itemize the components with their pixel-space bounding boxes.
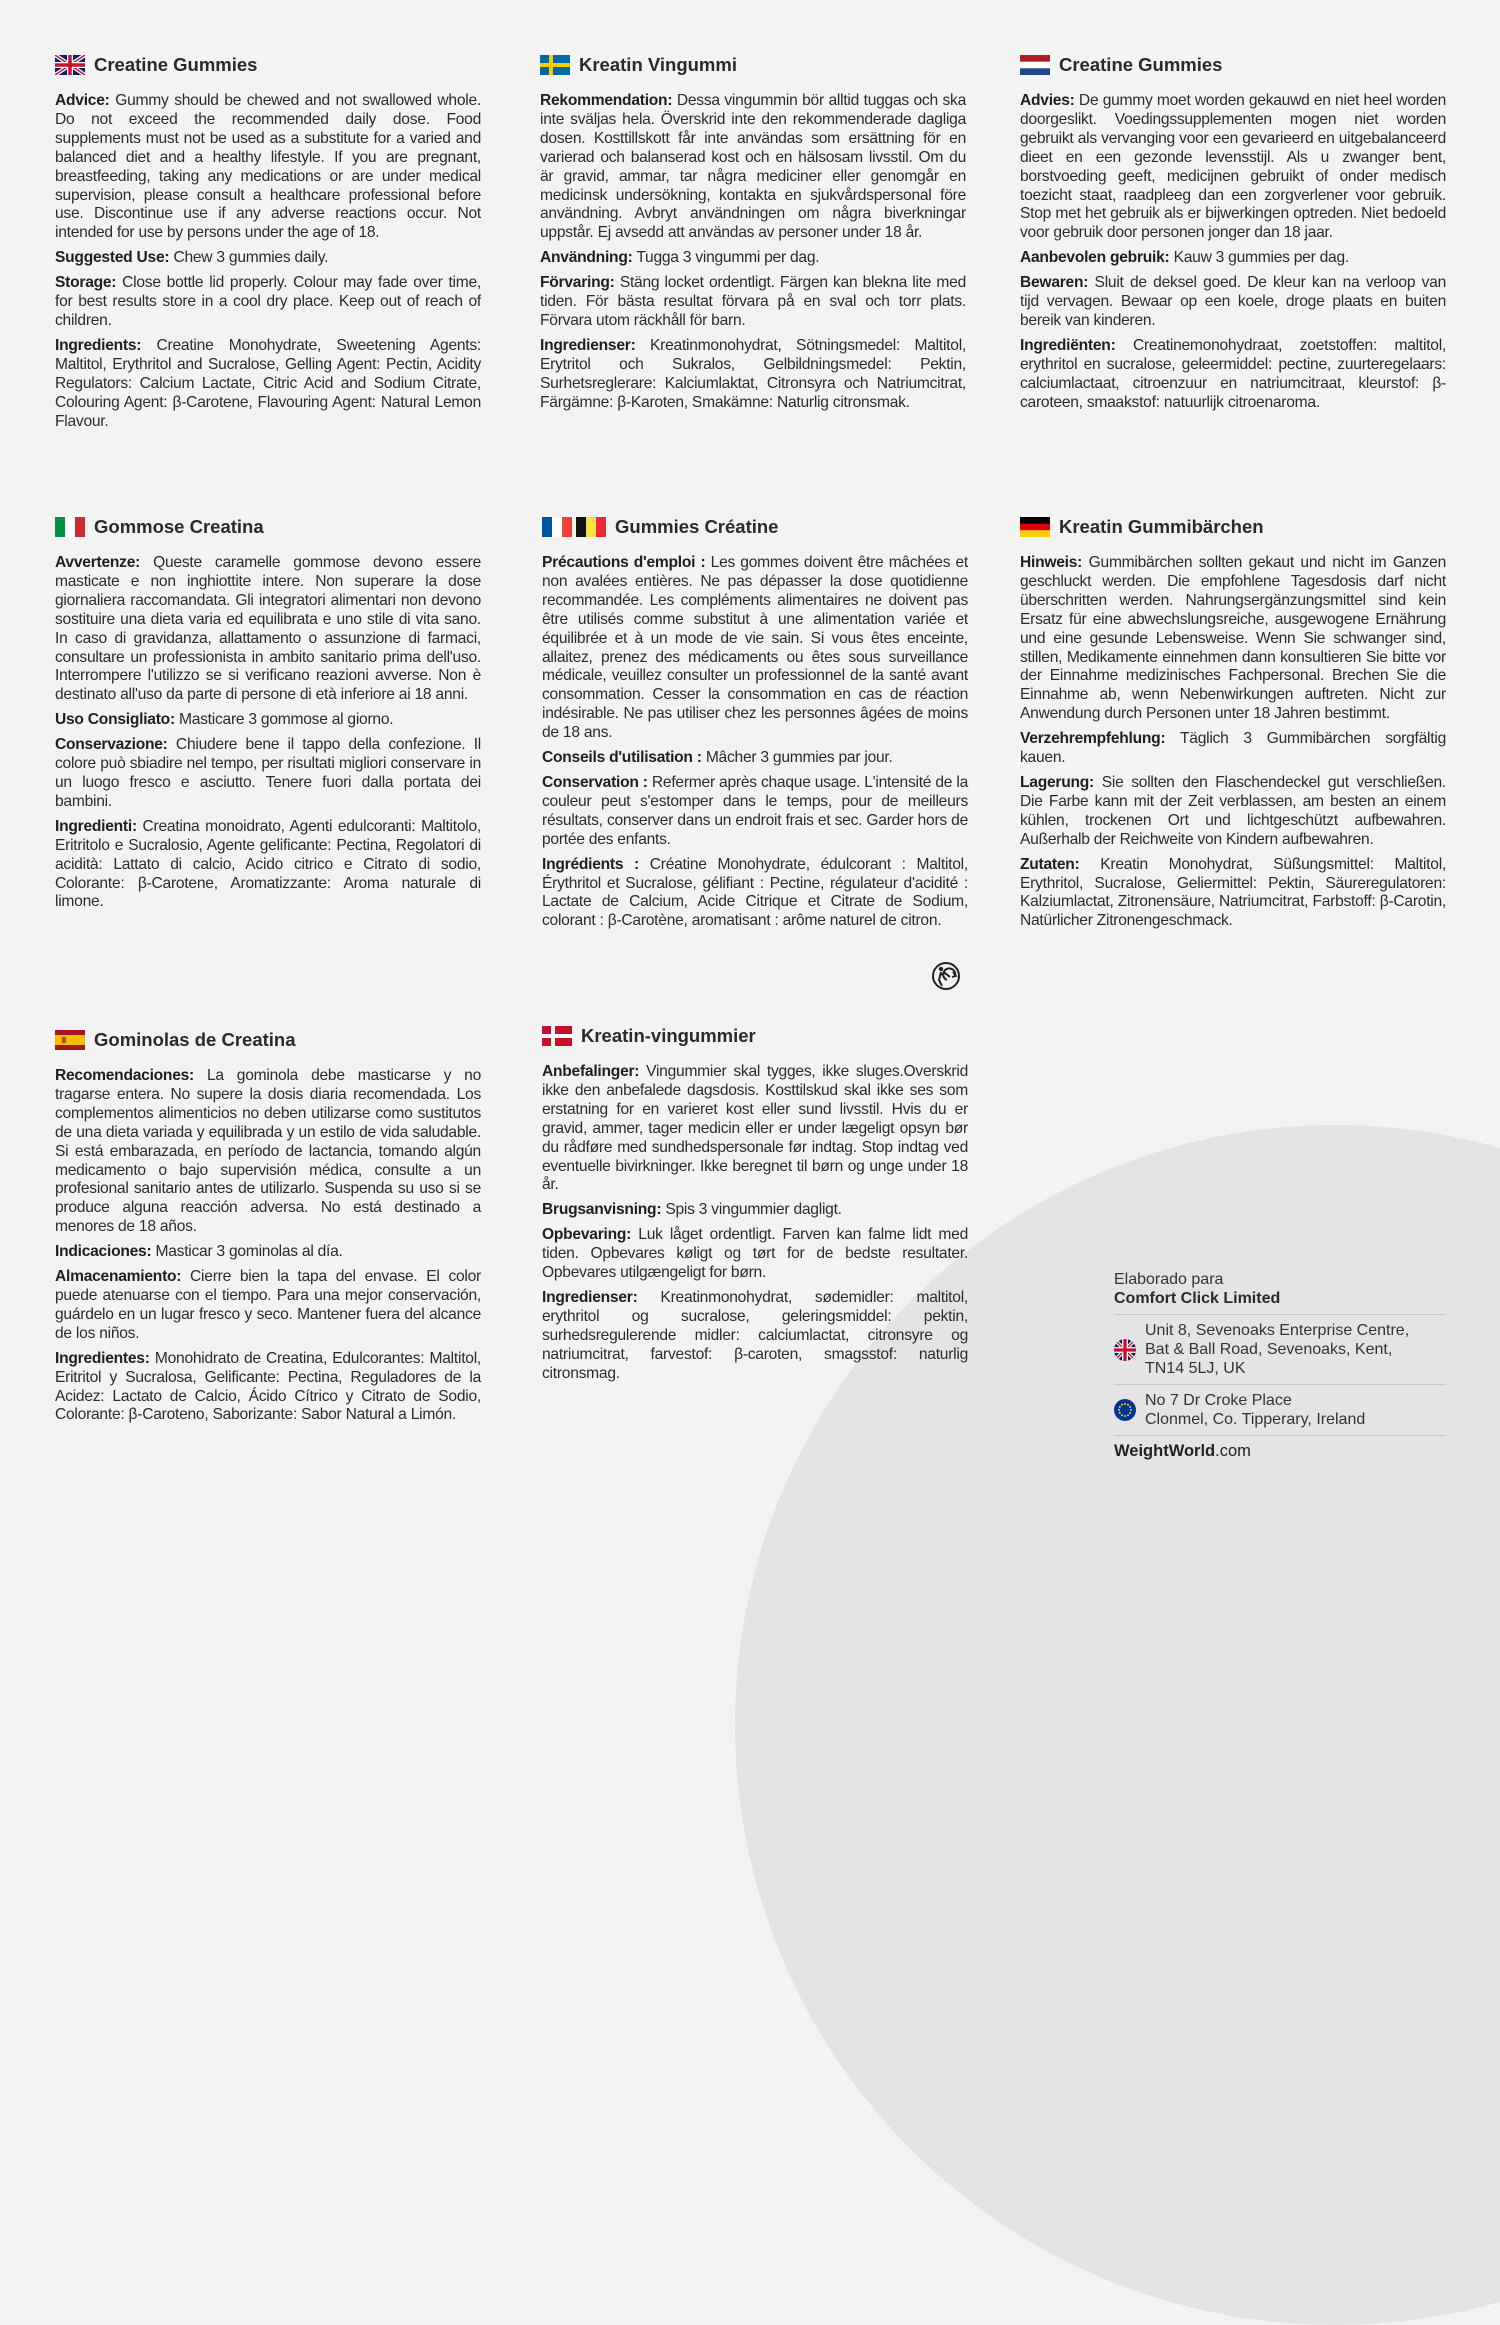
paragraph-label: Storage:: [55, 274, 117, 292]
paragraph-text: Chiudere bene il tappo della confezione. Il colore può sbiadire nel tempo, per risultati migliori conservare in un luogo fresco e asciutto. Tenere fuori dalla portata dei bambini.: [55, 736, 481, 810]
paragraph: [55, 249, 481, 268]
section-title: Creatine Gummies: [94, 54, 258, 75]
paragraph-label: Recomendaciones:: [55, 1067, 194, 1084]
section-title: Gommose Creatina: [94, 516, 264, 537]
paragraph-text: Gummy should be chewed and not swallowed whole. Do not exceed the recommended daily dose. Food supplements must not be used as a substitute for a varied and balanced diet and a healthy lifestyle. If you are pregnant, breastfeeding, taking any medications or are under medical supervision, please consult a healthcare professional before use. Discontinue use if any adverse reactions occur. Not intended for use by persons under the age of 18.: [55, 92, 481, 242]
section-es: [55, 1027, 481, 1431]
paragraph-text: Kreatinmonohydrat, Sötningsmedel: Maltitol, Erytritol och Sukralos, Gelbildningsmedel: Pektin, Surhetsreglerare: Kalciumlaktat, Citronsyra och Natriumcitrat, Färgämne: β-Karoten, Smakämne: Naturlig citronsmak.: [540, 336, 966, 411]
company-name: Comfort Click Limited: [1114, 1290, 1281, 1307]
paragraph-text: Luk låget ordentligt. Farven kan falme lidt med tiden. Opbevares køligt og tørt for de bedste resultater. Opbevares utilgængeligt for børn.: [542, 1226, 968, 1282]
paragraph-label: Opbevaring:: [542, 1226, 632, 1244]
paragraph-label: Aanbevolen gebruik:: [1020, 249, 1170, 267]
section-title: Creatine Gummies: [1059, 54, 1223, 75]
paragraph: [542, 554, 968, 743]
paragraph: [1020, 249, 1446, 268]
paragraph-text: Kreatinmonohydrat, sødemidler: maltitol, erythritol og sucralose, geleringsmiddel: pektin, surhedsregulerende midler: calciumlactat, citronsyre og natriumcitrat, farvestof: β-caroten, smagsstof: naturlig citronsmag.: [542, 1288, 968, 1382]
paragraph-label: Lagerung:: [1020, 773, 1094, 791]
paragraph-text: Mâcher 3 gummies par jour.: [701, 749, 893, 767]
uk-address: [1114, 1321, 1446, 1378]
section-de: [1020, 514, 1446, 937]
section-header: [542, 514, 968, 540]
eu-address: [1114, 1391, 1446, 1429]
paragraph-label: Indicaciones:: [55, 1243, 152, 1261]
paragraph: [542, 856, 968, 932]
made-for-label: Elaborado para: [1114, 1271, 1224, 1288]
section-header: [55, 1027, 481, 1053]
section-header: [1020, 514, 1446, 540]
divider: [1114, 1384, 1446, 1385]
paragraph-label: Uso Consigliato:: [55, 711, 175, 729]
paragraph-text: Sluit de deksel goed. De kleur kan na verloop van tijd vervagen. Bewaar op een koele, droge plaats en buiten bereik van kinderen.: [1020, 274, 1446, 329]
paragraph-label: Suggested Use:: [55, 249, 170, 267]
paragraph: [1020, 856, 1446, 932]
section-it: [55, 514, 481, 918]
paragraph: [1020, 337, 1446, 413]
belgium-flag-icon: [576, 517, 606, 537]
paragraph: [1020, 730, 1446, 768]
paragraph-label: Conservazione:: [55, 736, 168, 754]
paragraph-label: Brugsanvisning:: [542, 1201, 662, 1219]
paragraph: [1020, 92, 1446, 243]
paragraph: [540, 274, 966, 331]
germany-flag-icon: [1020, 517, 1050, 537]
uk-address-line-3: TN14 5LJ, UK: [1145, 1360, 1246, 1377]
paragraph: [542, 1289, 968, 1384]
paragraph-label: Rekommendation:: [540, 92, 673, 109]
paragraph-label: Conservation :: [542, 773, 648, 791]
brand-domain: .com: [1215, 1442, 1251, 1460]
paragraph-text: Kreatin Monohydrat, Süßungsmittel: Maltitol, Erythritol, Sucralose, Geliermittel: Pektin, Säureregulatoren: Kalziumlactat, Zitronensäure, Natriumcitrat, Farbstoff: β-Carotin, Natürlicher Zitronengeschmack.: [1020, 855, 1446, 930]
uk-address-line-2: Bat & Ball Road, Sevenoaks, Kent,: [1145, 1341, 1393, 1358]
paragraph-text: Täglich 3 Gummibärchen sorgfältig kauen.: [1020, 730, 1446, 767]
spain-flag-icon: [55, 1030, 85, 1050]
paragraph-label: Ingrédients :: [542, 855, 639, 873]
paragraph-label: Ingredienti:: [55, 817, 137, 835]
paragraph: [55, 337, 481, 432]
paragraph-text: Chew 3 gummies daily.: [169, 249, 329, 267]
section-title: Gummies Créatine: [615, 516, 779, 537]
paragraph-label: Ingredienser:: [540, 336, 636, 354]
italy-flag-icon: [55, 517, 85, 537]
eu-address-line-2: Clonmel, Co. Tipperary, Ireland: [1145, 1411, 1366, 1428]
paragraph-text: De gummy moet worden gekauwd en niet heel worden doorgeslikt. Voedingssupplementen mogen niet worden gebruikt als vervanging voor een gevarieerd en uitgebalanceerd dieet en een gezonde levensstijl. Als u zwanger bent, borstvoeding geeft, medicijnen gebruikt of onder medisch toezicht staat, raadpleeg dan een zorgverlener voor gebruik. Stop met het gebruik als er bijwerkingen optreden. Niet bedoeld voor gebruik door personen jonger dan 18 jaar.: [1020, 92, 1446, 242]
section-dk: [542, 1023, 968, 1390]
paragraph-label: Hinweis:: [1020, 554, 1083, 571]
paragraph: [1020, 274, 1446, 331]
paragraph: [1020, 774, 1446, 850]
paragraph-text: Close bottle lid properly. Colour may fade over time, for best results store in a cool dry place. Keep out of reach of children.: [55, 274, 481, 329]
paragraph-label: Bewaren:: [1020, 274, 1089, 292]
paragraph-label: Verzehrempfehlung:: [1020, 730, 1166, 748]
paragraph-label: Ingredienser:: [542, 1288, 638, 1306]
eu-address-line-1: No 7 Dr Croke Place: [1145, 1392, 1292, 1409]
paragraph-label: Ingredientes:: [55, 1349, 150, 1367]
section-fr: [542, 514, 968, 937]
paragraph-label: Ingrediënten:: [1020, 336, 1116, 354]
sweden-flag-icon: [540, 55, 570, 75]
divider: [1114, 1435, 1446, 1436]
paragraph-text: Kauw 3 gummies per dag.: [1169, 249, 1349, 267]
paragraph-text: Vingummier skal tygges, ikke sluges.Overskrid ikke den anbefalede dagsdosis. Kosttilskud skal ikke ses som erstatning for en varieret kost eller sund livsstil. Hvis du er gravid, ammer, tager medicin eller er under lægeligt opsyn bør du rådføre med sundhedspersonale før indtag. Stop indtag ved eventuelle bivirkninger. Ikke beregnet til børn og unge under 18 år.: [542, 1063, 968, 1194]
uk-flag-icon: [55, 55, 85, 75]
paragraph-text: Tugga 3 vingummi per dag.: [632, 249, 820, 267]
paragraph: [55, 274, 481, 331]
paragraph-text: Gummibärchen sollten gekaut und nicht im Ganzen geschluckt werden. Die empfohlene Tagesdosis darf nicht überschritten werden. Nahrungsergänzungsmittel sind kein Ersatz für eine abwechslungsreiche, ausgewogene Ernährung und eine gesunde Lebensweise. Wenn Sie schwanger sind, stillen, Medikamente einnehmen dann konsultieren Sie bitte vor der Einnahme medizinisches Fachpersonal. Brechen Sie die Einnahme ab, wenn Nebenwirkungen auftreten. Nicht zur Anwendung durch Personen unter 18 Jahren bestimmt.: [1020, 554, 1446, 723]
paragraph-label: Ingredients:: [55, 336, 142, 354]
paragraph-text: Creatina monoidrato, Agenti edulcoranti: Maltitolo, Eritritolo e Sucralosio, Agente gelificante: Pectina, Regolatori di acidità: Lattato di calcio, Acido citrico e Citrato di sodio, Colorante: β-Carotene, Aromatizzante: Aroma naturale di limone.: [55, 817, 481, 911]
paragraph-text: Creatinemonohydraat, zoetstoffen: maltitol, erythritol en sucralose, geleermiddel: pectine, zuurteregelaars: calciumlactaat, citroenzuur en natriumcitraat, kleurstof: β-caroteen, smaakstof: natuurlijk citroenaroma.: [1020, 336, 1446, 411]
paragraph-text: Cierre bien la tapa del envase. El color puede atenuarse con el tiempo. Para una mejor conservación, guárdelo en un lugar fresco y seco. Mantener fuera del alcance de los niños.: [55, 1268, 481, 1342]
manufacturer-info: [1114, 1270, 1446, 1461]
eu-flag-icon: [1114, 1399, 1136, 1421]
divider: [1114, 1314, 1446, 1315]
paragraph: [542, 1063, 968, 1195]
section-header: [542, 1023, 968, 1049]
paragraph: [540, 92, 966, 243]
paragraph: [55, 711, 481, 730]
paragraph: [540, 337, 966, 413]
paragraph: [540, 249, 966, 268]
paragraph-text: Masticar 3 gominolas al día.: [151, 1243, 343, 1261]
section-se: [540, 52, 966, 419]
brand-name: WeightWorld: [1114, 1442, 1216, 1460]
paragraph: [1020, 554, 1446, 724]
section-nl: [1020, 52, 1446, 419]
paragraph-text: La gominola debe masticarse y no tragarse entera. No supere la dosis diaria recomendada. Los complementos alimenticios no deben utilizarse como sustitutos de una dieta variada y equilibrada y un estilo de vida saludable. Si está embarazada, en período de lactancia, tomando algún medicamento o bajo supervisión médica, consulte a un profesional sanitario antes de utilizarlo. Suspenda su uso si se produce alguna reacción adversa. No está destinado a menores de 18 años.: [55, 1067, 481, 1236]
brand-website: [1114, 1442, 1446, 1461]
paragraph: [55, 1268, 481, 1344]
paragraph-text: Creatine Monohydrate, Sweetening Agents: Maltitol, Erythritol and Sucralose, Gelling Agent: Pectin, Acidity Regulators: Calcium Lactate, Citric Acid and Sodium Citrate, Colouring Agent: β-Carotene, Flavouring Agent: Natural Lemon Flavour.: [55, 336, 481, 430]
paragraph: [55, 554, 481, 705]
paragraph: [55, 1243, 481, 1262]
paragraph-text: Spis 3 vingummier dagligt.: [661, 1201, 842, 1219]
paragraph-text: Dessa vingummin bör alltid tuggas och ska inte sväljas hela. Överskrid inte den rekommenderade dagliga dosen. Kosttillskott får inte användas som ersättning för en varierad och balanserad kost och en hälsosam livsstil. Om du är gravid, ammar, tar några mediciner eller genomgår en medicinsk undersökning, kontakta en sjukvårdspersonal före användning. Avbryt användningen om några biverkningar uppstår. Ej avsedd att användas av personer under 18 år.: [540, 92, 966, 242]
paragraph-label: Advies:: [1020, 92, 1075, 109]
paragraph: [542, 749, 968, 768]
paragraph: [542, 774, 968, 850]
paragraph: [55, 1350, 481, 1426]
paragraph-label: Avvertenze:: [55, 554, 141, 571]
uk-address-line-1: Unit 8, Sevenoaks Enterprise Centre,: [1145, 1322, 1410, 1339]
paragraph-label: Almacenamiento:: [55, 1268, 182, 1286]
paragraph-text: Créatine Monohydrate, édulcorant : Maltitol, Érythritol et Sucralose, gélifiant : Pectine, régulateur d'acidité : Lactate de Calcium, Acide Citrique et Citrate de Sodium, colorant : β-Carotène, aromatisant : arôme naturel de citron.: [542, 855, 968, 930]
section-header: [1020, 52, 1446, 78]
section-header: [540, 52, 966, 78]
paragraph: [542, 1226, 968, 1283]
uk-round-flag-icon: [1114, 1339, 1136, 1361]
paragraph-text: Sie sollten den Flaschendeckel gut verschließen. Die Farbe kann mit der Zeit verblassen, am besten an einem kühlen, trockenen Ort und lichtgeschützt aufbewahren. Außerhalb der Reichweite von Kindern aufbewahren.: [1020, 773, 1446, 848]
paragraph-text: Masticare 3 gommose al giorno.: [174, 711, 394, 729]
paragraph-label: Zutaten:: [1020, 855, 1080, 873]
paragraph-label: Précautions d'emploi :: [542, 554, 706, 571]
france-flag-icon: [542, 517, 572, 537]
section-title: Gominolas de Creatina: [94, 1029, 296, 1050]
paragraph-label: Anbefalinger:: [542, 1063, 640, 1080]
section-header: [55, 514, 481, 540]
paragraph: [55, 736, 481, 812]
paragraph-text: Stäng locket ordentligt. Färgen kan blekna lite med tiden. För bästa resultat förvara på en sval och torr plats. Förvara utom räckhåll för barn.: [540, 274, 966, 329]
paragraph: [55, 1067, 481, 1237]
section-title: Kreatin Vingummi: [579, 54, 737, 75]
paragraph-label: Conseils d'utilisation :: [542, 749, 702, 767]
paragraph-text: Les gommes doivent être mâchées et non avalées entières. Ne pas dépasser la dose quotidienne recommandée. Les compléments alimentaires ne doivent pas être utilisés comme substitut à une alimentation variée et équilibrée et à un mode de vie sain. Si vous êtes enceinte, allaitez, prenez des médicaments ou êtes sous surveillance médicale, veuillez consulter un professionnel de la santé avant consommation. Cesser la consommation en cas de réaction indésirable. Ne pas utiliser chez les personnes âgées de moins de 18 ans.: [542, 554, 968, 742]
section-header: [55, 52, 481, 78]
paragraph-text: Refermer après chaque usage. L'intensité de la couleur peut s'estomper dans le temps, pour de meilleurs résultats, conserver dans un endroit frais et sec. Garder hors de portée des enfants.: [542, 773, 969, 848]
denmark-flag-icon: [542, 1026, 572, 1046]
paragraph: [55, 818, 481, 913]
section-title: Kreatin-vingummier: [581, 1025, 756, 1046]
paragraph: [542, 1201, 968, 1220]
netherlands-flag-icon: [1020, 55, 1050, 75]
paragraph-text: Monohidrato de Creatina, Edulcorantes: Maltitol, Eritritol y Sucralosa, Gelificante: Pectina, Reguladores de la Acidez: Lactato de Calcio, Ácido Cítrico y Citrato de Sodio, Colorante: β-Caroteno, Saborizante: Sabor Natural a Limón.: [55, 1349, 481, 1424]
section-title: Kreatin Gummibärchen: [1059, 516, 1264, 537]
section-en: [55, 52, 481, 437]
paragraph-text: Queste caramelle gommose devono essere masticate e non inghiottite intere. Non superare la dose giornaliera raccomandata. Gli integratori alimentari non devono sostituire una dieta varia ed equilibrata e uno stile di vita sano. In caso di gravidanza, allattamento o assunzione di farmaci, consultare un professionista in ambito sanitario prima dell'uso. Interrompere l'utilizzo se si verificano reazioni avverse. Non è destinato all'uso da parte di persone di età inferiore ai 18 anni.: [55, 554, 481, 704]
paragraph-label: Användning:: [540, 249, 633, 267]
paragraph-label: Advice:: [55, 92, 110, 109]
paragraph-label: Förvaring:: [540, 274, 615, 292]
triman-recycle-icon: [930, 960, 962, 992]
paragraph: [55, 92, 481, 243]
